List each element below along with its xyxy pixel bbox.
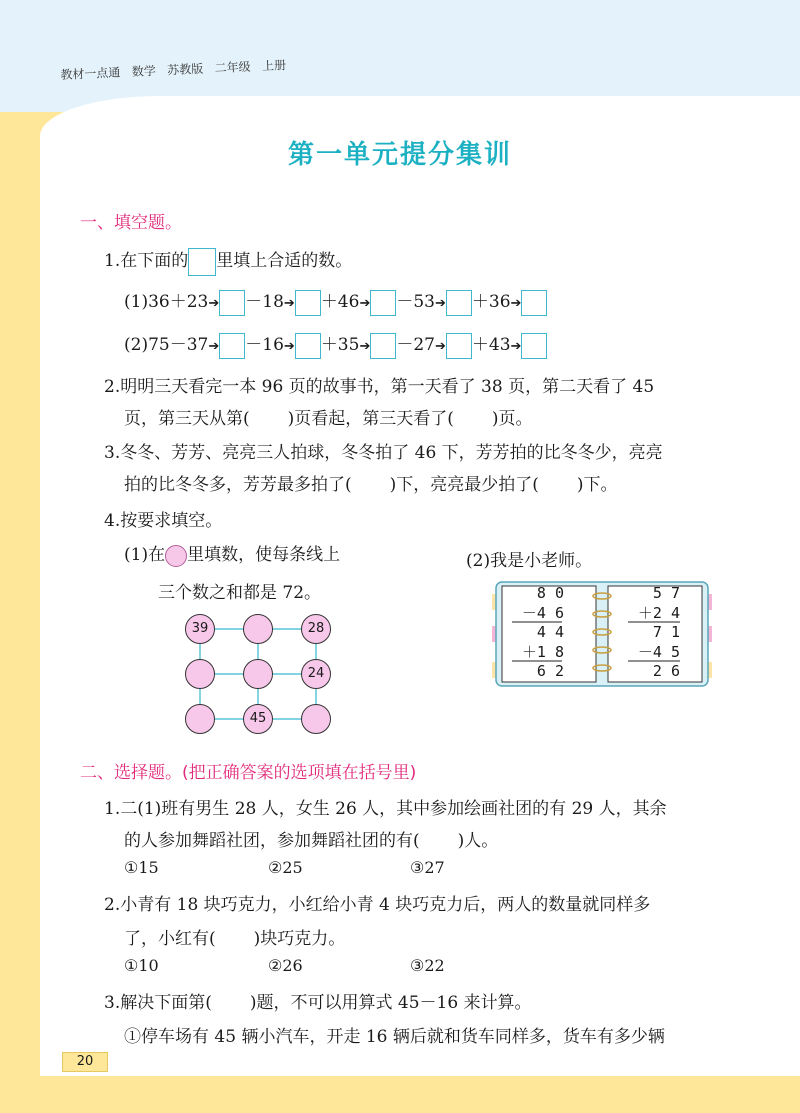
arrow-icon: ➔ xyxy=(283,339,295,354)
q3-line2c: )下。 xyxy=(576,475,618,495)
s2q1-line1: 1.二(1)班有男生 28 人，女生 26 人，其中参加绘画社团的有 29 人，其余 xyxy=(104,799,667,819)
calc-line: 7 1 xyxy=(652,623,680,641)
header-subject: 数学 xyxy=(131,63,157,79)
arrow-icon: ➔ xyxy=(435,296,446,311)
q1-stem-b: 里填上合适的数。 xyxy=(216,251,353,271)
header-term: 上册 xyxy=(261,58,287,74)
q3-line2a: 拍的比冬冬多，芳芳最多拍了( xyxy=(124,475,352,495)
option[interactable]: ①15 xyxy=(124,858,159,877)
arrow-icon: ➔ xyxy=(208,296,220,311)
arrow-icon: ➔ xyxy=(208,339,220,354)
q2-line2c: )页。 xyxy=(491,409,533,429)
s2q2-line1: 2.小青有 18 块巧克力，小红给小青 4 块巧克力后，两人的数量就同样多 xyxy=(104,895,651,915)
grid-node[interactable] xyxy=(185,704,215,734)
q2-line2 xyxy=(124,404,533,429)
grid-node[interactable] xyxy=(301,704,331,734)
q1-row1-start: (1)36＋23 xyxy=(124,292,209,312)
s2q2-line2 xyxy=(124,924,345,949)
s2q1-line2b: )人。 xyxy=(457,831,499,851)
q1-row2-start: (2)75－37 xyxy=(124,335,209,355)
calc-line: 4 4 xyxy=(536,623,564,641)
q4-part2-label: (2)我是小老师。 xyxy=(466,551,593,571)
calc-line: －4 5 xyxy=(637,642,680,661)
q1-row1-op: ＋46 xyxy=(320,292,360,312)
q1-stem-a: 1.在下面的 xyxy=(104,251,189,271)
answer-box[interactable] xyxy=(219,290,245,316)
section2-heading: 二、选择题。(把正确答案的选项填在括号里) xyxy=(80,763,417,783)
q3-line2 xyxy=(124,470,618,495)
q4-part1-b: 里填数，使每条线上 xyxy=(187,545,341,565)
q1-row1-op: －18 xyxy=(245,292,284,312)
header-grade: 二年级 xyxy=(214,59,251,76)
answer-box[interactable] xyxy=(521,290,547,316)
s2q1-line2 xyxy=(124,826,498,851)
option[interactable]: ③27 xyxy=(410,858,445,877)
calc-line: 6 2 xyxy=(536,662,564,680)
q1-stem xyxy=(104,246,352,276)
grid-node[interactable] xyxy=(243,614,273,644)
option[interactable]: ②26 xyxy=(268,956,303,975)
arrow-icon: ➔ xyxy=(359,339,371,354)
s2q3-line1 xyxy=(104,988,532,1013)
right-calculation xyxy=(624,584,680,682)
answer-box[interactable] xyxy=(295,290,321,316)
s2q1-line2a: 的人参加舞蹈社团，参加舞蹈社团的有( xyxy=(124,831,420,851)
grid-node[interactable] xyxy=(243,659,273,689)
arrow-icon: ➔ xyxy=(283,296,295,311)
answer-box[interactable] xyxy=(446,290,472,316)
left-calculation xyxy=(508,584,564,682)
arrow-icon: ➔ xyxy=(359,296,371,311)
calc-line: 2 6 xyxy=(652,662,680,680)
s2q3-line1b: )题，不可以用算式 45－16 来计算。 xyxy=(249,993,532,1013)
page-number: 20 xyxy=(62,1052,108,1072)
calc-line: 5 7 xyxy=(652,584,680,602)
q1-row1-op: ＋36 xyxy=(471,292,511,312)
arrow-icon: ➔ xyxy=(510,339,522,354)
grid-node: 45 xyxy=(243,704,273,734)
section1-heading: 一、填空题。 xyxy=(80,213,182,233)
calc-line: －4 6 xyxy=(521,603,564,622)
grid-node: 39 xyxy=(185,614,215,644)
option[interactable]: ②25 xyxy=(268,858,303,877)
q2-line2a: 页，第三天从第( xyxy=(124,409,250,429)
q4-part1-line1 xyxy=(124,540,340,567)
q1-row2-op: －16 xyxy=(245,335,284,355)
answer-box[interactable] xyxy=(219,333,245,359)
arrow-icon: ➔ xyxy=(435,339,446,354)
calc-line: 8 0 xyxy=(536,584,564,602)
answer-box[interactable] xyxy=(370,290,396,316)
answer-box[interactable] xyxy=(370,333,396,359)
answer-box[interactable] xyxy=(521,333,547,359)
page-title: 第一单元提分集训 xyxy=(287,140,512,170)
header-edition: 苏教版 xyxy=(166,61,204,78)
s2q2-line2b: )块巧克力。 xyxy=(253,929,346,949)
header-book: 教材一点通 xyxy=(60,65,121,82)
q3-line2b: )下，亮亮最少拍了( xyxy=(389,475,539,495)
s2q3-line1a: 3.解决下面第( xyxy=(104,993,212,1013)
q1-row2-op: ＋43 xyxy=(471,335,511,355)
s2q2-line2a: 了，小红有( xyxy=(124,929,216,949)
q1-row2 xyxy=(124,330,547,359)
q2-line1: 2.明明三天看完一本 96 页的故事书，第一天看了 38 页，第二天看了 45 xyxy=(104,377,655,397)
notebook xyxy=(492,580,712,688)
q1-row1-op: －53 xyxy=(396,292,435,312)
grid-node: 24 xyxy=(301,659,331,689)
q1-row1 xyxy=(124,287,547,316)
q1-row2-op: ＋35 xyxy=(320,335,360,355)
grid-node: 28 xyxy=(301,614,331,644)
q4-part1-a: (1)在 xyxy=(124,545,166,565)
number-grid xyxy=(180,610,340,740)
answer-box[interactable] xyxy=(446,333,472,359)
calc-line: ＋1 8 xyxy=(521,642,564,661)
q3-line1: 3.冬冬、芳芳、亮亮三人拍球，冬冬拍了 46 下，芳芳拍的比冬冬少，亮亮 xyxy=(104,443,663,463)
circle-icon xyxy=(165,545,187,567)
q4-stem: 4.按要求填空。 xyxy=(104,511,223,531)
grid-node[interactable] xyxy=(185,659,215,689)
answer-box[interactable] xyxy=(295,333,321,359)
option[interactable]: ①10 xyxy=(124,956,159,975)
q2-line2b: )页看起，第三天看了( xyxy=(287,409,454,429)
s2q3-line2: ①停车场有 45 辆小汽车，开走 16 辆后就和货车同样多，货车有多少辆 xyxy=(124,1027,665,1047)
q1-row2-op: －27 xyxy=(396,335,435,355)
q4-part1-line2: 三个数之和都是 72。 xyxy=(158,583,322,603)
option[interactable]: ③22 xyxy=(410,956,445,975)
arrow-icon: ➔ xyxy=(510,296,522,311)
answer-box-sample xyxy=(188,248,216,276)
calc-line: ＋2 4 xyxy=(637,603,680,622)
